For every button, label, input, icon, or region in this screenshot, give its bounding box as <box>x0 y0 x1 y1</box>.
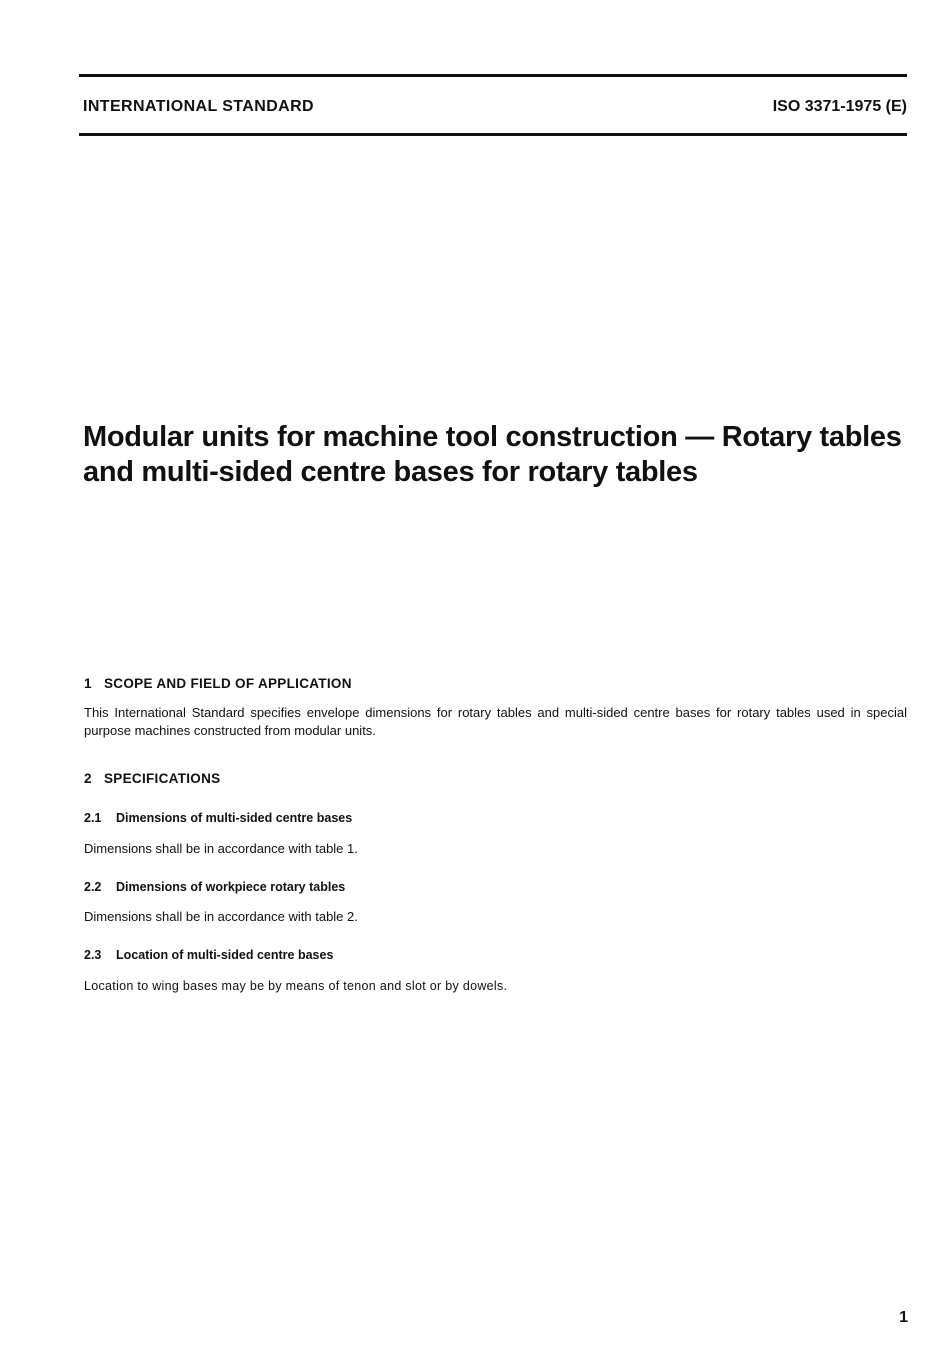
header-top-rule <box>79 74 907 77</box>
section-2-3-heading <box>84 948 333 962</box>
page-number: 1 <box>899 1309 908 1326</box>
section-2-1-number: 2.1 <box>84 811 102 825</box>
section-2-2-paragraph: Dimensions shall be in accordance with table 2. <box>84 909 358 924</box>
section-2-1-paragraph: Dimensions shall be in accordance with table 1. <box>84 841 358 856</box>
section-1-paragraph: This International Standard specifies envelope dimensions for rotary tables and multi-sided centre bases for rotary tables used in special purpose machines constructed from modular units. <box>84 705 907 738</box>
section-2-2-title: Dimensions of workpiece rotary tables <box>116 880 346 894</box>
header-bottom-rule <box>79 133 907 136</box>
section-2-2-heading <box>84 880 345 894</box>
section-2-1-title: Dimensions of multi-sided centre bases <box>116 811 353 825</box>
section-2-heading <box>84 771 220 786</box>
section-2-3-number: 2.3 <box>84 948 102 962</box>
section-1-heading <box>84 676 352 691</box>
section-2-1-heading <box>84 811 352 825</box>
section-2-title: SPECIFICATIONS <box>104 771 221 786</box>
standard-number: ISO 3371-1975 (E) <box>772 98 907 115</box>
document-title-line-1: Modular units for machine tool construction — Rotary tables <box>83 421 902 453</box>
document-title <box>83 420 913 490</box>
document-type-label: INTERNATIONAL STANDARD <box>83 98 315 115</box>
section-2-number: 2 <box>84 771 92 786</box>
section-2-3-title: Location of multi-sided centre bases <box>116 948 334 962</box>
section-2-2-number: 2.2 <box>84 880 102 894</box>
section-1-title: SCOPE AND FIELD OF APPLICATION <box>104 676 352 691</box>
document-title-line-2: and multi-sided centre bases for rotary tables <box>83 456 698 488</box>
section-2-3-paragraph: Location to wing bases may be by means of tenon and slot or by dowels. <box>84 979 508 993</box>
section-1-number: 1 <box>84 676 92 691</box>
